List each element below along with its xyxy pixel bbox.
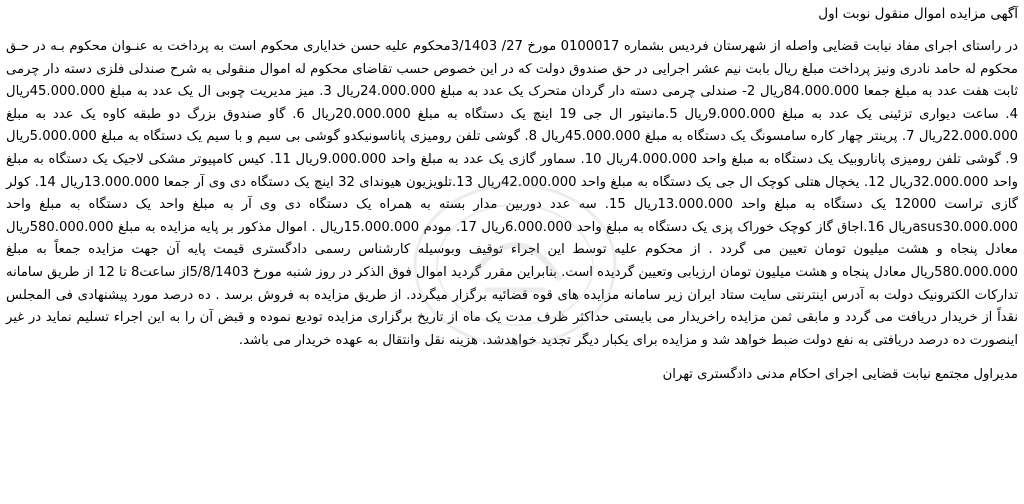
notice-title: آگهی مزایده اموال منقول نوبت اول [818, 6, 1018, 22]
auction-notice [6, 2, 1018, 502]
notice-body: در راستای اجرای مفاد نیابت قضایی واصله از شهرستان فردیس بشماره 0100017 مورخ 27/ 3/1403محکوم علیه حسن خدایاری محکوم است به پرداخت به عنـوان محکوم بـه در حـق محکوم له حامد نادری ونیز پرداخت مبلغ ریال بابت نیم عشر اجرایی در حق صندوق دولت که در این خصوص حسب تقاضای محکوم له اموال منقولی به شرح صندلی فلزی دسته دار چرمی ثابت هفت عدد به مبلغ جمعا 84.000.000ریال 2- صندلی چرمی دسته دار گردان متحرک یک عدد به مبلغ 24.000.000ریال 3. میز مدیریت چوبی ال یک عدد به مبلغ 45.000.000ریال 4. ساعت دیواری تزئینی یک عدد به مبلغ 9.000.000ریال 5.مانیتور ال جی 19 اینچ یک دستگاه به مبلغ 20.000.000ریال 6. گاو صندوق بزرگ دو طبقه کاوه یک عدد به مبلغ 22.000.000ریال 7. پرینتر چهار کاره سامسونگ یک دستگاه به مبلغ 45.000.000ریال 8. گوشی تلفن رومیزی پاناسونیکدو گوشی بی سیم و با سیم یک دستگاه به مبلغ 5.000.000ریال 9. گوشی تلفن رومیزی پاناروبیک یک دستگاه به مبلغ واحد 4.000.000ریال 10. سماور گازی یک عدد به مبلغ واحد 9.000.000ریال 11. کیس کامپیوتر مشکی لاجیک یک دستگاه به مبلغ واحد 32.000.000ریال 12. یخچال هتلی کوچک ال جی یک دستگاه به مبلغ واحد 42.000.000ریال 13.تلویزیون هیوندای 32 اینچ یک دستگاه دی وی آر جمعا 13.000.000ریال 14. کولر گازی تراست 12000 یک دستگاه به مبلغ واحد 13.000.000ریال 15. سه عدد دوربین مدار بسته به همراه یک دستگاه دی وی آر به مبلغ واحد یک دستگاه به مبلغ واحد asus30.000.000ریال 16.اجاق گاز کوچک خوراک پزی یک دستگاه به مبلغ واحد 6.000.000ریال 17. مودم 15.000.000ریال . اموال مذکور بر پایه مزایده به مبلغ 580.000.000ریال معادل پنجاه و هشت میلیون تومان تعیین می گردد . از محکوم علیه توسط این اجراء توقیف وبوسیله کارشناس رسمی دادگستری قیمت پایه آن جهت مزایده جمعاً به مبلغ 580.000.000ریال معادل پنجاه و هشت میلیون تومان ارزیابی وتعیین گردیده است. بنابراین مقرر گردید اموال فوق الذکر در روز شنبه مورخ 5/8/1403از ساعت8 تا 12 از طریق سامانه تدارکات الکترونیک دولت به آدرس اینترنتی سایت ستاد ایران زیر سامانه مزایده های قوه قضائیه برگزار میگردد. از طریق مزایده به فروش برسد . ده درصد مورد پیشنهادی فی المجلس نقداً از خریدار دریافت می گردد و مابقی ثمن مزایده راخریدار می بایستی حداکثر ظرف مدت یک ماه از تاریخ برگزاری مزایده تودیع نموده و قبض آن را به این اجراء تسلیم نماید در غیر اینصورت ده درصد دریافتی به نفع دولت ضبط خواهد شد و مزایده برای یکبار دیگر تجدید خواهدشد. هزینه نقل وانتقال به عهده خریدار می باشد. [6, 39, 1019, 348]
notice-signature: مدیراول مجتمع نیابت قضایی اجرای احکام مدنی دادگستری تهران [662, 367, 1018, 383]
